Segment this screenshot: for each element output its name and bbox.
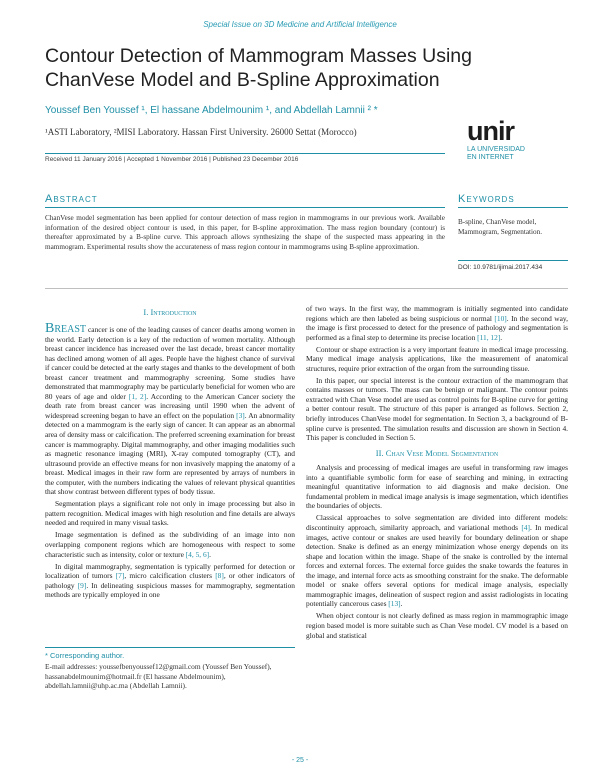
abstract-heading: Abstract [45,193,445,208]
right-paragraph-4: Analysis and processing of medical images are useful in transforming raw images into a quantifiable symbolic form for ease of searching and mining, in extracting meaningful quantitative information to aid diagnosis and make decision. One fundamental problem in medical image analysis is image segmentation, which identifies the boundaries of objects. [306,463,568,511]
affiliation: ¹ASTI Laboratory, ²MISI Laboratory. Hassan First University. 26000 Settat (Morocco) [45,127,357,137]
right-paragraph-5: Classical approaches to solve segmentation are divided into different models: discontinuity approach, similarity approach, and variational methods [4]. In medical images, active contour or snakes are used heavily for boundary delineation or shape detection. Snake is defined as an energy minimization whose energy depends on its shape and location within the image. Shape of the snake is controlled by the internal forces and external forces. The external force guides the snake towards the features in the image, and internal force acts as smoothing constraint for the snake. The deformable model or snake offers several options for medical image analysis, especially mammographic images, delineation of suspect region and assist radiologists in locating potentially cancerous cases [13]. [306,513,569,609]
citation-link[interactable]: [1, 2] [128,391,147,401]
keywords-text: B-spline, ChanVese model, Mammogram, Segmentation. [458,218,543,236]
dropcap-word: Breast [45,321,87,336]
citation-link[interactable]: [3] [236,410,245,420]
abstract-text: ChanVese model segmentation has been applied for contour detection of mass region in mammograms in our previous work. Available information of the desired object contour is used, in this paper, for B-spline approximation. The mass region boundary (contour) is thereafter approximated by a B-spline curve. This approach allows synthesizing the shape of the suspected mass appearing in the mammogram. Experimental results show the accurateness of mass region contour in mammograms using B-spline approximation. [45,214,445,251]
citation-link[interactable]: [10] [494,313,507,323]
right-paragraph-6: When object contour is not clearly defined as mass region in mammographic image region based model is more suitable such as Chan Vese model. CV model is a based on global and statistical [306,611,568,640]
citation-link[interactable]: [4] [521,522,530,532]
unir-logo [467,118,567,162]
right-column [306,304,568,643]
citation-link[interactable]: [11, 12] [477,332,501,342]
page-number: - 25 - [291,757,309,764]
keywords-heading: Keywords [458,193,568,208]
logo-mark: unir [467,116,514,146]
citation-link[interactable]: [9] [77,580,87,590]
section-1-heading: I. Introduction [143,307,197,317]
running-head: Special Issue on 3D Medicine and Artificial Intelligence [203,20,397,29]
publication-dates: Received 11 January 2016 | Accepted 1 November 2016 | Published 23 December 2016 [45,153,445,163]
footnote-emails: E-mail addresses: youssefbenyoussef12@gmail.com (Youssef Ben Youssef), hassanabdelmounim@hotmail.fr (El hassane Abdelmounim), abdellah.lamnii@uhp.ac.ma (Abdellah Lamnii). [45,662,272,690]
right-paragraph-3: In this paper, our special interest is the contour extraction of the mammogram that contains masses or tumors. The mass can be benign or malignant. The contour points extracted with Chan Vese model are used as control points for B-spline curve for getting a better contour result. The structure of this paper is arranged as follows. Section 2, briefly introduces ChanVese model for segmentation. In Section 3, a background of B-spline curve is presented. The simulation results and discussion are shown in Section 4. This paper is concluded in Section 5. [306,375,568,443]
right-paragraph-2: Contour or shape extraction is a very important feature in medical image processing. Many medical image analysis applications, like the measurement of anatomical structures, require prior extraction of the organ from the surrounding tissue. [306,344,568,373]
intro-paragraph-4: In digital mammography, segmentation is typically performed for detection or localization of tumors [7], micro calcification clusters [8], or other indicators of pathology [9]. In delineating suspicious masses for mammography, segmentation methods are typically employed in one [45,561,295,600]
logo-line2: EN INTERNET [467,154,514,161]
authors: Youssef Ben Youssef ¹, El hassane Abdelmounim ¹, and Abdellah Lamnii ² * [45,105,378,116]
citation-link[interactable]: [13] [388,599,401,609]
section-2-heading: II. Chan Vese Model Segmentation [375,447,499,458]
intro-paragraph-3: Image segmentation is defined as the subdividing of an image into non overlapping component regions which are homogeneous with respect to some characteristic such as intensity, color or texture [4, 5, 6]. [45,530,295,559]
citation-link[interactable]: [8] [215,571,224,581]
logo-line1: LA UNIVERSIDAD [467,146,525,153]
paper-title: Contour Detection of Mammogram Masses Using ChanVese Model and B-Spline Approximation [45,45,472,91]
footnote-rule [45,647,295,648]
left-column [45,321,296,602]
corresponding-author-footnote [45,647,295,690]
citation-link[interactable]: [7] [115,571,125,581]
footnote-title: * Corresponding author. [45,651,125,660]
section-divider [45,288,568,289]
right-paragraph-1: of two ways. In the first way, the mammogram is initially segmented into candidate regions which are then labeled as being suspicious or normal [10]. In the second way, the image is first processed to detect for the presence of pathology and segmentation is performed as a final step to determine its precise location [11, 12]. [306,304,568,342]
doi-link[interactable]: DOI: 10.9781/ijimai.2017.434 [458,260,568,271]
intro-paragraph-1: Breast cancer is one of the leading causes of cancer deaths among women in the world. Early detection is a key of the reduction of women mortality. Although breast cancer incidence has increased over the last decade, breast cancer mortality has declined among women of all ages. People have the highest chance of survival if cancer could be detected at the early stages and thanks to the development of both breast cancer treatment and mammography screening. Some studies have demonstrated that mammography may be particularly beneficial for women who are 80 years of age and older [1, 2]. According to the American Cancer society the death rate from breast cancer was increasing until 1990 when the advent of widespread screening began to have an effect on the population [3]. An abnormality detected on a mammogram is the early sign of cancer. It can appear as an abnormal area of density mass or calcification. The preferred screening examination for breast cancer is mammography. Digital mammography, and other imaging modalities such as magnetic resonance imaging (MRI), X-ray computed tomography (CT), and ultrasound provide an effective means for non invasively mapping the anatomy of a breast. Medical images in their raw form are represented by arrays of numbers in the computer, with the numbers indicating the values of relevant physical quantities that show contrast between different types of body tissue. [45,321,296,497]
citation-link[interactable]: [4, 5, 6] [185,549,210,559]
intro-paragraph-2: Segmentation plays a significant role not only in image processing but also in pattern recognition. Medical images with high resolution and fine details are always needed and required in many visual tasks. [45,499,295,528]
